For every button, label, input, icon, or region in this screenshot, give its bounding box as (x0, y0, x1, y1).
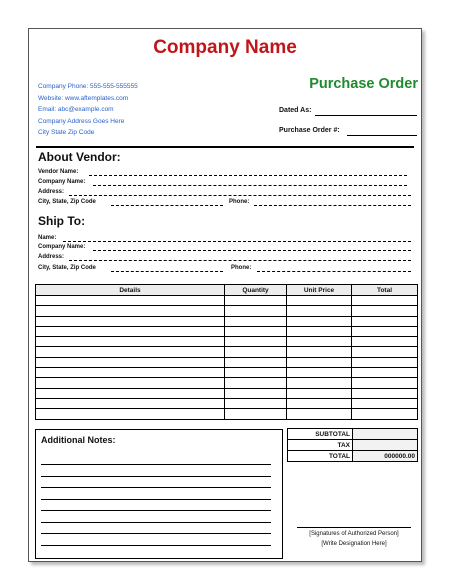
designation-label: [Write Designation Here] (321, 541, 387, 547)
unit-price-cell[interactable] (287, 316, 352, 326)
items-table (35, 284, 418, 420)
total-label: TOTAL (288, 451, 353, 462)
table-row (36, 368, 418, 378)
subtotal-value[interactable] (353, 429, 418, 440)
quantity-cell[interactable] (225, 306, 287, 316)
company-email: Email: abc@example.com (38, 106, 114, 113)
details-cell[interactable] (36, 347, 225, 357)
signature-block (297, 527, 411, 549)
company-address: Company Address Goes Here (38, 117, 125, 125)
unit-price-cell[interactable] (287, 398, 352, 408)
unit-price-column-header: Unit Price (287, 285, 352, 296)
table-row (36, 388, 418, 398)
table-row (36, 306, 418, 316)
ship-city-field[interactable] (111, 271, 223, 272)
additional-notes-heading: Additional Notes: (41, 435, 116, 445)
table-row (36, 398, 418, 408)
total-column-header: Total (352, 285, 418, 296)
unit-price-cell[interactable] (287, 368, 352, 378)
table-row (36, 326, 418, 336)
total-cell[interactable] (352, 326, 418, 336)
details-cell[interactable] (36, 357, 225, 367)
quantity-column-header: Quantity (225, 285, 287, 296)
table-row (36, 316, 418, 326)
unit-price-cell[interactable] (287, 296, 352, 306)
quantity-cell[interactable] (225, 316, 287, 326)
table-row (36, 378, 418, 388)
tax-label: TAX (288, 440, 353, 451)
vendor-city-field[interactable] (111, 205, 223, 206)
quantity-cell[interactable] (225, 326, 287, 336)
subtotal-label: SUBTOTAL (288, 429, 353, 440)
ship-to-heading: Ship To: (38, 214, 86, 228)
divider (36, 146, 414, 148)
total-cell[interactable] (352, 316, 418, 326)
company-name: Company Name (153, 37, 297, 58)
total-cell[interactable] (352, 368, 418, 378)
total-cell[interactable] (352, 347, 418, 357)
total-cell[interactable] (352, 296, 418, 306)
table-row (36, 409, 418, 419)
table-row (36, 357, 418, 367)
total-cell[interactable] (352, 357, 418, 367)
unit-price-cell[interactable] (287, 326, 352, 336)
notes-line[interactable] (41, 487, 271, 488)
details-cell[interactable] (36, 337, 225, 347)
ship-name-label: Name: (38, 235, 57, 241)
tax-value[interactable] (353, 440, 418, 451)
quantity-cell[interactable] (225, 409, 287, 419)
table-row (36, 296, 418, 306)
ship-address-field[interactable] (69, 260, 411, 261)
notes-line[interactable] (41, 464, 271, 465)
notes-line[interactable] (41, 476, 271, 477)
notes-line[interactable] (41, 510, 271, 511)
details-cell[interactable] (36, 368, 225, 378)
details-cell[interactable] (36, 388, 225, 398)
vendor-company-field[interactable] (93, 185, 407, 186)
dated-as-field[interactable] (315, 115, 417, 116)
total-cell[interactable] (352, 337, 418, 347)
ship-company-field[interactable] (93, 250, 411, 251)
total-value[interactable]: 000000.00 (353, 451, 418, 462)
details-cell[interactable] (36, 296, 225, 306)
vendor-name-field[interactable] (89, 175, 407, 176)
vendor-address-label: Address: (38, 189, 65, 195)
po-number-field[interactable] (347, 135, 417, 136)
ship-city-label: City, State, Zip Code (38, 265, 96, 271)
unit-price-cell[interactable] (287, 337, 352, 347)
quantity-cell[interactable] (225, 398, 287, 408)
totals-table (287, 428, 418, 462)
vendor-address-field[interactable] (69, 195, 411, 196)
table-row (36, 347, 418, 357)
details-column-header: Details (36, 285, 225, 296)
quantity-cell[interactable] (225, 347, 287, 357)
dated-as-label: Dated As: (279, 107, 312, 114)
po-number-label: Purchase Order #: (279, 127, 340, 134)
notes-line[interactable] (41, 522, 271, 523)
ship-company-label: Company Name: (38, 244, 86, 250)
total-cell[interactable] (352, 306, 418, 316)
vendor-company-label: Company Name: (38, 179, 86, 185)
purchase-order-page (28, 28, 422, 562)
quantity-cell[interactable] (225, 388, 287, 398)
unit-price-cell[interactable] (287, 306, 352, 316)
total-cell[interactable] (352, 409, 418, 419)
notes-line[interactable] (41, 533, 271, 534)
signature-line-label: [Signatures of Authorized Person] (309, 531, 399, 537)
details-cell[interactable] (36, 398, 225, 408)
total-cell[interactable] (352, 398, 418, 408)
quantity-cell[interactable] (225, 368, 287, 378)
quantity-cell[interactable] (225, 378, 287, 388)
vendor-name-label: Vendor Name: (38, 169, 79, 175)
total-cell[interactable] (352, 388, 418, 398)
details-cell[interactable] (36, 409, 225, 419)
vendor-phone-label: Phone: (229, 199, 250, 205)
ship-phone-label: Phone: (231, 265, 252, 271)
ship-address-label: Address: (38, 254, 65, 260)
vendor-phone-field[interactable] (254, 205, 411, 206)
table-row (36, 337, 418, 347)
details-cell[interactable] (36, 326, 225, 336)
unit-price-cell[interactable] (287, 347, 352, 357)
ship-name-field[interactable] (63, 241, 411, 242)
unit-price-cell[interactable] (287, 409, 352, 419)
details-cell[interactable] (36, 306, 225, 316)
additional-notes-box (35, 429, 283, 559)
unit-price-cell[interactable] (287, 357, 352, 367)
company-phone: Company Phone: 555-555-555555 (38, 83, 138, 90)
quantity-cell[interactable] (225, 296, 287, 306)
vendor-heading: About Vendor: (38, 150, 121, 164)
company-website: Website: www.aftemplates.com (38, 94, 129, 102)
notes-line[interactable] (41, 499, 271, 500)
vendor-city-label: City, State, Zip Code (38, 199, 96, 205)
quantity-cell[interactable] (225, 357, 287, 367)
unit-price-cell[interactable] (287, 388, 352, 398)
purchase-order-title: Purchase Order (309, 76, 418, 92)
unit-price-cell[interactable] (287, 378, 352, 388)
quantity-cell[interactable] (225, 337, 287, 347)
ship-phone-field[interactable] (257, 271, 411, 272)
total-cell[interactable] (352, 378, 418, 388)
notes-line[interactable] (41, 545, 271, 546)
company-city: City State Zip Code (38, 129, 95, 136)
details-cell[interactable] (36, 316, 225, 326)
company-contact-block (38, 81, 138, 136)
details-cell[interactable] (36, 378, 225, 388)
